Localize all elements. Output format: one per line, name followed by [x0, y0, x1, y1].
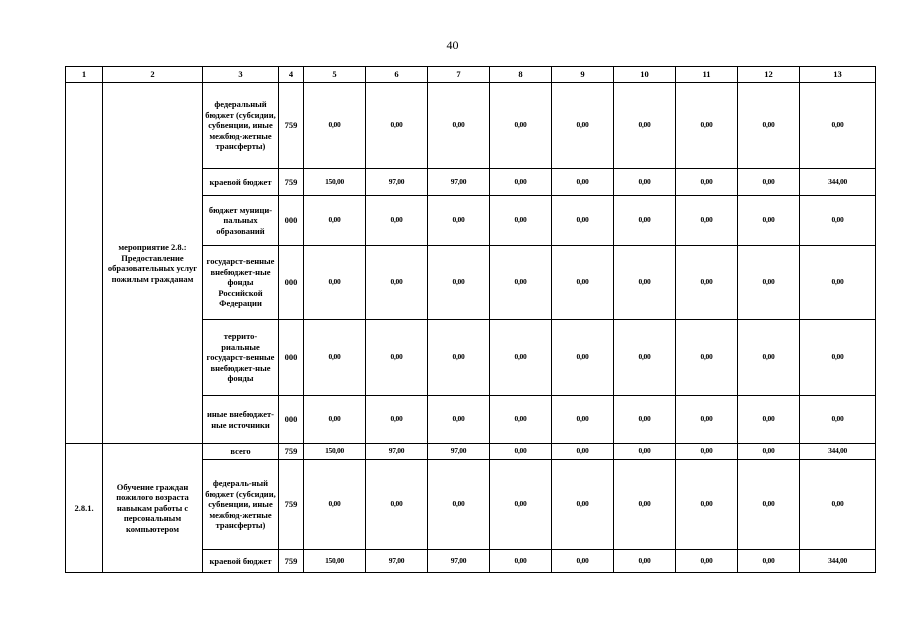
page-number: 40 [446, 38, 459, 52]
funding-source-cell: федеральный бюджет (субсидии, субвенции, иные межбюд-жетные трансферты) [203, 83, 279, 169]
column-header: 9 [552, 67, 614, 83]
value-cell: 0,00 [738, 460, 800, 550]
funding-source-cell: бюджет муници-пальных образований [203, 196, 279, 246]
value-cell: 0,00 [800, 396, 876, 444]
column-header: 6 [366, 67, 428, 83]
value-cell: 0,00 [552, 550, 614, 573]
value-cell: 150,00 [304, 550, 366, 573]
column-header: 4 [279, 67, 304, 83]
value-cell: 0,00 [676, 83, 738, 169]
value-cell: 0,00 [800, 460, 876, 550]
funding-source-cell: всего [203, 444, 279, 460]
value-cell: 97,00 [366, 169, 428, 196]
column-header: 11 [676, 67, 738, 83]
value-cell: 0,00 [428, 396, 490, 444]
value-cell: 0,00 [614, 444, 676, 460]
value-cell: 0,00 [428, 196, 490, 246]
value-cell: 97,00 [428, 169, 490, 196]
value-cell: 97,00 [366, 444, 428, 460]
value-cell: 344,00 [800, 444, 876, 460]
value-cell: 0,00 [366, 246, 428, 320]
value-cell: 0,00 [800, 196, 876, 246]
code-cell: 000 [279, 396, 304, 444]
value-cell: 0,00 [304, 83, 366, 169]
value-cell: 0,00 [490, 550, 552, 573]
value-cell: 0,00 [428, 83, 490, 169]
value-cell: 0,00 [738, 83, 800, 169]
value-cell: 0,00 [490, 396, 552, 444]
value-cell: 0,00 [428, 320, 490, 396]
code-cell: 759 [279, 550, 304, 573]
code-cell: 759 [279, 460, 304, 550]
value-cell: 0,00 [490, 83, 552, 169]
value-cell: 0,00 [738, 196, 800, 246]
value-cell: 0,00 [676, 169, 738, 196]
value-cell: 0,00 [366, 396, 428, 444]
value-cell: 0,00 [552, 396, 614, 444]
value-cell: 0,00 [304, 196, 366, 246]
column-header: 13 [800, 67, 876, 83]
funding-source-cell: государст-венные внебюджет-ные фонды Российской Федерации [203, 246, 279, 320]
value-cell: 0,00 [366, 83, 428, 169]
column-header: 3 [203, 67, 279, 83]
funding-source-cell: иные внебюджет-ные источники [203, 396, 279, 444]
value-cell: 0,00 [490, 169, 552, 196]
value-cell: 0,00 [490, 196, 552, 246]
value-cell: 0,00 [676, 396, 738, 444]
value-cell: 0,00 [614, 169, 676, 196]
value-cell: 0,00 [738, 169, 800, 196]
value-cell: 0,00 [800, 320, 876, 396]
value-cell: 0,00 [614, 460, 676, 550]
value-cell: 0,00 [304, 246, 366, 320]
column-header: 2 [103, 67, 203, 83]
value-cell: 97,00 [428, 550, 490, 573]
column-header-row [66, 67, 876, 83]
value-cell: 0,00 [552, 460, 614, 550]
value-cell: 97,00 [428, 444, 490, 460]
value-cell: 0,00 [676, 196, 738, 246]
code-cell: 759 [279, 169, 304, 196]
value-cell: 0,00 [800, 83, 876, 169]
value-cell: 0,00 [738, 444, 800, 460]
code-cell: 759 [279, 83, 304, 169]
value-cell: 0,00 [676, 550, 738, 573]
value-cell: 0,00 [738, 320, 800, 396]
value-cell: 0,00 [552, 444, 614, 460]
value-cell: 0,00 [304, 460, 366, 550]
value-cell: 344,00 [800, 550, 876, 573]
table-row [66, 83, 876, 169]
column-header: 7 [428, 67, 490, 83]
funding-source-cell: краевой бюджет [203, 169, 279, 196]
value-cell: 0,00 [552, 246, 614, 320]
value-cell: 0,00 [738, 396, 800, 444]
column-header: 8 [490, 67, 552, 83]
column-header: 12 [738, 67, 800, 83]
value-cell: 0,00 [552, 196, 614, 246]
value-cell: 150,00 [304, 169, 366, 196]
value-cell: 0,00 [552, 169, 614, 196]
value-cell: 0,00 [490, 460, 552, 550]
value-cell: 0,00 [366, 320, 428, 396]
value-cell: 0,00 [304, 320, 366, 396]
value-cell: 0,00 [738, 246, 800, 320]
value-cell: 0,00 [614, 550, 676, 573]
value-cell: 0,00 [552, 320, 614, 396]
value-cell: 0,00 [614, 83, 676, 169]
budget-table [65, 66, 876, 573]
value-cell: 344,00 [800, 169, 876, 196]
code-cell: 000 [279, 246, 304, 320]
column-header: 1 [66, 67, 103, 83]
value-cell: 0,00 [676, 460, 738, 550]
value-cell: 0,00 [676, 444, 738, 460]
value-cell: 97,00 [366, 550, 428, 573]
value-cell: 0,00 [614, 196, 676, 246]
column-header: 10 [614, 67, 676, 83]
row-id-cell: 2.8.1. [66, 444, 103, 573]
value-cell: 0,00 [676, 246, 738, 320]
value-cell: 0,00 [366, 196, 428, 246]
value-cell: 0,00 [366, 460, 428, 550]
code-cell: 000 [279, 320, 304, 396]
event-name-cell: мероприятие 2.8.: Предоставление образовательных услуг пожилым гражданам [103, 83, 203, 444]
code-cell: 759 [279, 444, 304, 460]
row-id-cell [66, 83, 103, 444]
value-cell: 0,00 [552, 83, 614, 169]
value-cell: 0,00 [490, 444, 552, 460]
value-cell: 0,00 [490, 246, 552, 320]
value-cell: 0,00 [800, 246, 876, 320]
value-cell: 0,00 [490, 320, 552, 396]
funding-source-cell: федераль-ный бюджет (субсидии, субвенции, иные межбюд-жетные трансферты) [203, 460, 279, 550]
event-name-cell: Обучение граждан пожилого возраста навыкам работы с персональным компьютером [103, 444, 203, 573]
column-header: 5 [304, 67, 366, 83]
value-cell: 0,00 [428, 460, 490, 550]
funding-source-cell: террито-риальные государст-венные внебюджет-ные фонды [203, 320, 279, 396]
value-cell: 0,00 [428, 246, 490, 320]
value-cell: 0,00 [304, 396, 366, 444]
table-row [66, 444, 876, 460]
value-cell: 150,00 [304, 444, 366, 460]
value-cell: 0,00 [738, 550, 800, 573]
value-cell: 0,00 [614, 396, 676, 444]
value-cell: 0,00 [676, 320, 738, 396]
code-cell: 000 [279, 196, 304, 246]
value-cell: 0,00 [614, 320, 676, 396]
funding-source-cell: краевой бюджет [203, 550, 279, 573]
value-cell: 0,00 [614, 246, 676, 320]
